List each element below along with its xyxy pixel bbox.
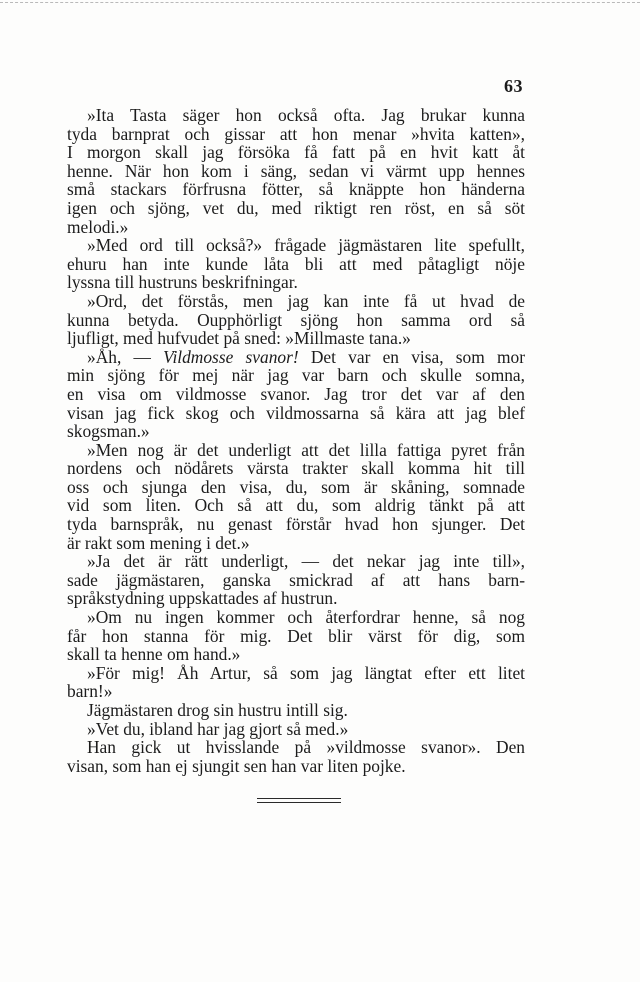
text-line: språkstydning uppskattades af hustrun.	[67, 588, 338, 609]
text-line: »Ord, det förstås, men jag kan inte få ut hvad de	[87, 290, 525, 311]
text-line: »Ja det är rätt underligt, — det nekar jag inte till»,	[87, 551, 525, 572]
text-line: en visa om vildmosse svanor. Jag tror det var af den	[67, 383, 525, 404]
text-run: »Åh, —	[87, 346, 164, 367]
text-run: Det var en visa, som mor	[298, 346, 525, 367]
text-line: sade jägmästaren, ganska smickrad af att hans barn-	[67, 569, 525, 590]
chapter-end-double-rule	[257, 798, 341, 803]
text-line: »Men nog är det underligt att det lilla fattiga pyret från	[87, 439, 525, 460]
text-line: lyssna till hustruns beskrifningar.	[67, 272, 298, 293]
text-line: »Om nu ingen kommer och återfordrar henne, så nog	[87, 607, 525, 628]
text-line: visan jag fick skog och vildmossarna så kära att jag blef	[67, 402, 525, 423]
text-line: oss och sjunga den visa, du, som är skåning, somnade	[67, 476, 525, 497]
rule-line	[257, 802, 341, 803]
paragraph	[67, 738, 525, 775]
text-line: igen och sjöng, vet du, med riktigt ren röst, en så söt	[67, 197, 525, 218]
text-line: skall ta henne om hand.»	[67, 644, 241, 665]
paragraph	[67, 236, 525, 292]
paragraph	[67, 106, 525, 236]
text-line: tyda barnprat och gissar att hon menar »hvita katten»,	[67, 123, 525, 144]
text-line: skogsman.»	[67, 421, 150, 442]
text-line: melodi.»	[67, 216, 129, 237]
paragraph	[67, 701, 525, 720]
text-line: »Ita Tasta säger hon också ofta. Jag brukar kunna	[87, 105, 525, 125]
text-line: är rakt som mening i det.»	[67, 532, 250, 553]
text-line: barn!»	[67, 681, 113, 702]
paragraph	[67, 608, 525, 664]
text-line: kunna betyda. Oupphörligt sjöng hon samma ord så	[67, 309, 525, 330]
text-line: ehuru han inte kunde låta bli att med påtagligt nöje	[67, 253, 525, 274]
text-line: min sjöng för mej när jag var barn och skulle somna,	[67, 365, 525, 386]
paragraph	[67, 441, 525, 553]
paragraph	[67, 552, 525, 608]
body-text	[67, 106, 525, 775]
text-line: visan, som han ej sjungit sen han var liten pojke.	[67, 755, 406, 776]
text-line: små stackars förfrusna fötter, så knäppte hon händerna	[67, 179, 525, 200]
italic-song-title: Vildmosse svanor!	[163, 346, 299, 367]
text-line	[67, 348, 525, 367]
text-line: tyda barnspråk, nu genast förstår hvad hon sjunger. Det	[67, 514, 525, 535]
text-line: »Med ord till också?» frågade jägmästaren lite spefullt,	[87, 235, 525, 256]
text-line: nordens och nödårets värsta trakter skall komma hit till	[67, 458, 525, 479]
paragraph	[67, 720, 525, 739]
text-line: får hon stanna för mig. Det blir värst för dig, som	[67, 625, 525, 646]
text-line: »Vet du, ibland har jag gjort så med.»	[87, 718, 349, 739]
page-top-edge	[0, 2, 640, 3]
paragraph	[67, 292, 525, 348]
text-line: vid som liten. Och så att du, som aldrig tänkt på att	[67, 495, 525, 516]
page-number: 63	[504, 76, 523, 96]
text-line: ljufligt, med hufvudet på sned: »Millmaste tana.»	[67, 328, 411, 349]
paragraph	[67, 348, 525, 441]
text-line: I morgon skall jag försöka få fatt på en hvit katt åt	[67, 142, 525, 163]
text-line: henne. När hon kom i säng, sedan vi värmt upp hennes	[67, 160, 525, 181]
text-line: Jägmästaren drog sin hustru intill sig.	[87, 700, 348, 720]
text-line: »För mig! Åh Artur, så som jag längtat efter ett litet	[87, 662, 525, 683]
text-line: Han gick ut hvisslande på »vildmosse svanor». Den	[87, 737, 525, 758]
paragraph	[67, 664, 525, 701]
rule-line	[257, 798, 341, 799]
